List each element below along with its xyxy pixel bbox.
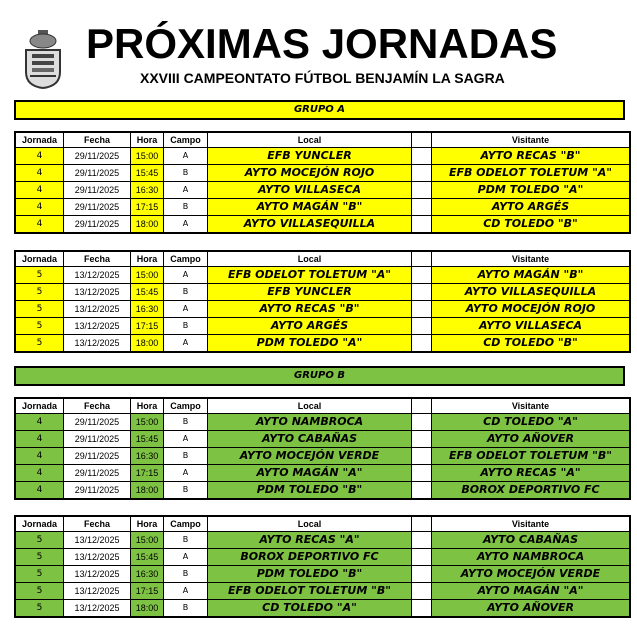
local-team-cell: AYTO MOCEJÓN VERDE xyxy=(208,448,412,465)
fecha-cell: 29/11/2025 xyxy=(64,448,131,465)
visitor-team-cell: AYTO MOCEJÓN ROJO xyxy=(432,301,631,318)
fecha-cell: 13/12/2025 xyxy=(64,583,131,600)
jornada-cell: 5 xyxy=(15,583,64,600)
column-header: Fecha xyxy=(64,251,131,267)
hora-cell: 15:45 xyxy=(131,431,164,448)
local-team-cell: AYTO ARGÉS xyxy=(208,318,412,335)
jornada-cell: 5 xyxy=(15,549,64,566)
column-header: Hora xyxy=(131,398,164,414)
local-team-cell: AYTO NAMBROCA xyxy=(208,414,412,431)
campo-cell: B xyxy=(164,482,208,500)
jornada-cell: 4 xyxy=(15,414,64,431)
campo-cell: A xyxy=(164,583,208,600)
hora-cell: 17:15 xyxy=(131,583,164,600)
fecha-cell: 29/11/2025 xyxy=(64,216,131,234)
table-row xyxy=(15,216,630,234)
table-header-row xyxy=(15,251,630,267)
visitor-team-cell: AYTO NAMBROCA xyxy=(432,549,631,566)
table-row xyxy=(15,165,630,182)
hora-cell: 16:30 xyxy=(131,566,164,583)
table-row xyxy=(15,267,630,284)
visitor-team-cell: AYTO MAGÁN "A" xyxy=(432,583,631,600)
hora-cell: 15:00 xyxy=(131,414,164,431)
jornada-cell: 4 xyxy=(15,448,64,465)
fecha-cell: 13/12/2025 xyxy=(64,301,131,318)
spacer-cell xyxy=(412,318,432,335)
visitor-team-cell: AYTO AÑOVER xyxy=(432,600,631,618)
table-header-row xyxy=(15,398,630,414)
jornada-cell: 4 xyxy=(15,216,64,234)
fixtures-table xyxy=(14,397,631,500)
visitor-team-cell: PDM TOLEDO "A" xyxy=(432,182,631,199)
coat-of-arms-logo xyxy=(20,28,66,90)
visitor-team-cell: AYTO MOCEJÓN VERDE xyxy=(432,566,631,583)
jornada-cell: 5 xyxy=(15,267,64,284)
column-header: Visitante xyxy=(432,132,631,148)
campo-cell: A xyxy=(164,465,208,482)
hora-cell: 18:00 xyxy=(131,335,164,353)
campo-cell: A xyxy=(164,148,208,165)
spacer-cell xyxy=(412,583,432,600)
local-team-cell: BOROX DEPORTIVO FC xyxy=(208,549,412,566)
campo-cell: A xyxy=(164,267,208,284)
campo-cell: B xyxy=(164,448,208,465)
fecha-cell: 29/11/2025 xyxy=(64,182,131,199)
table-row xyxy=(15,414,630,431)
fecha-cell: 29/11/2025 xyxy=(64,414,131,431)
column-header: Campo xyxy=(164,132,208,148)
campo-cell: A xyxy=(164,182,208,199)
fecha-cell: 13/12/2025 xyxy=(64,318,131,335)
page-title: PRÓXIMAS JORNADAS xyxy=(86,20,558,67)
visitor-team-cell: CD TOLEDO "B" xyxy=(432,216,631,234)
campo-cell: B xyxy=(164,318,208,335)
column-header: Campo xyxy=(164,516,208,532)
local-team-cell: AYTO RECAS "A" xyxy=(208,532,412,549)
spacer-cell xyxy=(412,199,432,216)
visitor-team-cell: EFB ODELOT TOLETUM "A" xyxy=(432,165,631,182)
table-row xyxy=(15,148,630,165)
visitor-team-cell: AYTO CABAÑAS xyxy=(432,532,631,549)
hora-cell: 16:30 xyxy=(131,301,164,318)
local-team-cell: PDM TOLEDO "A" xyxy=(208,335,412,353)
local-team-cell: EFB YUNCLER xyxy=(208,284,412,301)
spacer-cell xyxy=(412,465,432,482)
campo-cell: B xyxy=(164,414,208,431)
jornada-cell: 5 xyxy=(15,318,64,335)
fecha-cell: 29/11/2025 xyxy=(64,165,131,182)
spacer-cell xyxy=(412,414,432,431)
column-header: Jornada xyxy=(15,132,64,148)
column-header: Visitante xyxy=(432,251,631,267)
campo-cell: B xyxy=(164,284,208,301)
hora-cell: 15:00 xyxy=(131,532,164,549)
column-header: Fecha xyxy=(64,398,131,414)
fecha-cell: 13/12/2025 xyxy=(64,600,131,618)
table-row xyxy=(15,199,630,216)
local-team-cell: EFB YUNCLER xyxy=(208,148,412,165)
jornada-cell: 4 xyxy=(15,165,64,182)
column-header xyxy=(412,516,432,532)
table-header-row xyxy=(15,132,630,148)
fecha-cell: 29/11/2025 xyxy=(64,199,131,216)
table-row xyxy=(15,532,630,549)
column-header: Campo xyxy=(164,251,208,267)
jornada-cell: 4 xyxy=(15,465,64,482)
spacer-cell xyxy=(412,284,432,301)
fecha-cell: 13/12/2025 xyxy=(64,566,131,583)
jornada-cell: 4 xyxy=(15,199,64,216)
table-row xyxy=(15,448,630,465)
campo-cell: B xyxy=(164,600,208,618)
hora-cell: 18:00 xyxy=(131,216,164,234)
column-header: Fecha xyxy=(64,132,131,148)
column-header: Fecha xyxy=(64,516,131,532)
jornada-cell: 4 xyxy=(15,482,64,500)
campo-cell: B xyxy=(164,199,208,216)
table-row xyxy=(15,301,630,318)
jornada-cell: 5 xyxy=(15,532,64,549)
hora-cell: 15:45 xyxy=(131,549,164,566)
jornada-cell: 5 xyxy=(15,600,64,618)
hora-cell: 18:00 xyxy=(131,600,164,618)
spacer-cell xyxy=(412,482,432,500)
table-row xyxy=(15,318,630,335)
hora-cell: 15:45 xyxy=(131,165,164,182)
jornada-cell: 5 xyxy=(15,301,64,318)
hora-cell: 18:00 xyxy=(131,482,164,500)
jornada-cell: 4 xyxy=(15,182,64,199)
fixtures-table xyxy=(14,250,631,353)
hora-cell: 16:30 xyxy=(131,182,164,199)
group-header-b: GRUPO B xyxy=(14,366,625,386)
jornada-cell: 5 xyxy=(15,284,64,301)
table-row xyxy=(15,566,630,583)
fixtures-table xyxy=(14,131,631,234)
campo-cell: A xyxy=(164,431,208,448)
visitor-team-cell: CD TOLEDO "B" xyxy=(432,335,631,353)
campo-cell: A xyxy=(164,216,208,234)
local-team-cell: AYTO RECAS "B" xyxy=(208,301,412,318)
spacer-cell xyxy=(412,600,432,618)
column-header: Hora xyxy=(131,132,164,148)
spacer-cell xyxy=(412,532,432,549)
spacer-cell xyxy=(412,301,432,318)
visitor-team-cell: BOROX DEPORTIVO FC xyxy=(432,482,631,500)
local-team-cell: AYTO VILLASEQUILLA xyxy=(208,216,412,234)
campo-cell: A xyxy=(164,549,208,566)
campo-cell: B xyxy=(164,165,208,182)
column-header: Campo xyxy=(164,398,208,414)
campo-cell: B xyxy=(164,566,208,583)
table-row xyxy=(15,583,630,600)
column-header: Visitante xyxy=(432,516,631,532)
table-row xyxy=(15,335,630,353)
jornada-cell: 4 xyxy=(15,431,64,448)
fecha-cell: 13/12/2025 xyxy=(64,549,131,566)
visitor-team-cell: AYTO RECAS "A" xyxy=(432,465,631,482)
visitor-team-cell: AYTO ARGÉS xyxy=(432,199,631,216)
local-team-cell: EFB ODELOT TOLETUM "A" xyxy=(208,267,412,284)
jornada-cell: 5 xyxy=(15,335,64,353)
local-team-cell: CD TOLEDO "A" xyxy=(208,600,412,618)
column-header: Local xyxy=(208,398,412,414)
hora-cell: 17:15 xyxy=(131,199,164,216)
fecha-cell: 13/12/2025 xyxy=(64,532,131,549)
table-row xyxy=(15,549,630,566)
visitor-team-cell: AYTO RECAS "B" xyxy=(432,148,631,165)
fecha-cell: 13/12/2025 xyxy=(64,267,131,284)
fecha-cell: 29/11/2025 xyxy=(64,465,131,482)
column-header: Jornada xyxy=(15,251,64,267)
hora-cell: 16:30 xyxy=(131,448,164,465)
spacer-cell xyxy=(412,216,432,234)
spacer-cell xyxy=(412,165,432,182)
local-team-cell: AYTO CABAÑAS xyxy=(208,431,412,448)
column-header: Jornada xyxy=(15,398,64,414)
spacer-cell xyxy=(412,431,432,448)
table-row xyxy=(15,284,630,301)
column-header xyxy=(412,251,432,267)
column-header: Jornada xyxy=(15,516,64,532)
spacer-cell xyxy=(412,148,432,165)
fecha-cell: 29/11/2025 xyxy=(64,148,131,165)
jornada-cell: 5 xyxy=(15,566,64,583)
spacer-cell xyxy=(412,182,432,199)
table-row xyxy=(15,465,630,482)
column-header: Hora xyxy=(131,251,164,267)
local-team-cell: AYTO MOCEJÓN ROJO xyxy=(208,165,412,182)
fecha-cell: 13/12/2025 xyxy=(64,284,131,301)
local-team-cell: PDM TOLEDO "B" xyxy=(208,482,412,500)
local-team-cell: AYTO MAGÁN "A" xyxy=(208,465,412,482)
column-header xyxy=(412,398,432,414)
column-header: Local xyxy=(208,516,412,532)
fecha-cell: 29/11/2025 xyxy=(64,431,131,448)
visitor-team-cell: AYTO VILLASECA xyxy=(432,318,631,335)
local-team-cell: EFB ODELOT TOLETUM "B" xyxy=(208,583,412,600)
column-header: Local xyxy=(208,251,412,267)
column-header: Hora xyxy=(131,516,164,532)
table-row xyxy=(15,482,630,500)
hora-cell: 17:15 xyxy=(131,318,164,335)
hora-cell: 15:00 xyxy=(131,267,164,284)
jornada-cell: 4 xyxy=(15,148,64,165)
visitor-team-cell: AYTO VILLASEQUILLA xyxy=(432,284,631,301)
table-row xyxy=(15,182,630,199)
spacer-cell xyxy=(412,267,432,284)
table-row xyxy=(15,431,630,448)
column-header: Visitante xyxy=(432,398,631,414)
group-header-a: GRUPO A xyxy=(14,100,625,120)
hora-cell: 15:00 xyxy=(131,148,164,165)
fecha-cell: 13/12/2025 xyxy=(64,335,131,353)
spacer-cell xyxy=(412,448,432,465)
spacer-cell xyxy=(412,549,432,566)
campo-cell: B xyxy=(164,532,208,549)
page-subtitle: XXVIII CAMPEONTATO FÚTBOL BENJAMÍN LA SAGRA xyxy=(140,70,505,86)
table-row xyxy=(15,600,630,618)
campo-cell: A xyxy=(164,301,208,318)
fixtures-table xyxy=(14,515,631,618)
column-header: Local xyxy=(208,132,412,148)
visitor-team-cell: AYTO MAGÁN "B" xyxy=(432,267,631,284)
table-header-row xyxy=(15,516,630,532)
local-team-cell: PDM TOLEDO "B" xyxy=(208,566,412,583)
fecha-cell: 29/11/2025 xyxy=(64,482,131,500)
local-team-cell: AYTO MAGÁN "B" xyxy=(208,199,412,216)
hora-cell: 15:45 xyxy=(131,284,164,301)
visitor-team-cell: CD TOLEDO "A" xyxy=(432,414,631,431)
spacer-cell xyxy=(412,566,432,583)
hora-cell: 17:15 xyxy=(131,465,164,482)
column-header xyxy=(412,132,432,148)
visitor-team-cell: AYTO AÑOVER xyxy=(432,431,631,448)
local-team-cell: AYTO VILLASECA xyxy=(208,182,412,199)
visitor-team-cell: EFB ODELOT TOLETUM "B" xyxy=(432,448,631,465)
spacer-cell xyxy=(412,335,432,353)
campo-cell: A xyxy=(164,335,208,353)
